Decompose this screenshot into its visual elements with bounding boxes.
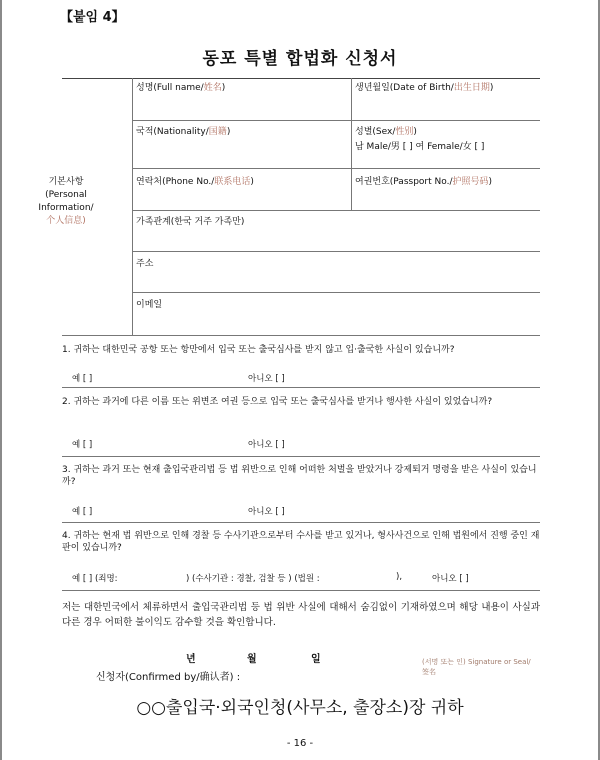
q1-no-checkbox[interactable]: 아니오 [ ] (248, 374, 285, 384)
pledge-statement: 저는 대한민국에서 체류하면서 출입국관리법 등 법 위반 사실에 대해서 숨김없이 기재하였으며 해당 내용이 사실과 다른 경우 어떠한 불이익도 감수할 것을 확인합니다. (62, 602, 540, 628)
applicant-signature-field[interactable]: 신청자(Confirmed by/确认者) : (96, 672, 241, 683)
field-name[interactable]: 성명(Full name/姓名) (136, 83, 226, 93)
question-divider (62, 387, 540, 388)
date-year[interactable]: 년 (186, 654, 196, 665)
field-sex[interactable]: 성별(Sex/性别) 남 Male/男 [ ] 여 Female/女 [ ] (355, 127, 485, 152)
table-top-border (62, 78, 540, 79)
q4-court-field-end: ), (396, 572, 403, 582)
field-dob[interactable]: 생년월일(Date of Birth/出生日期) (355, 83, 494, 93)
column-divider (132, 78, 133, 335)
row-divider (132, 251, 540, 252)
page-edge-left (0, 0, 2, 760)
q3-no-checkbox[interactable]: 아니오 [ ] (248, 507, 285, 517)
field-email[interactable]: 이메일 (136, 300, 163, 310)
field-address[interactable]: 주소 (136, 259, 154, 269)
attachment-label: 【붙임 4】 (60, 10, 125, 25)
field-phone[interactable]: 연락처(Phone No./联系电话) (136, 177, 254, 187)
question-2: 2. 귀하는 과거에 다른 이름 또는 위변조 여권 등으로 입국 또는 출국심사를 받거나 행사한 사실이 있었습니까? (62, 397, 493, 407)
question-divider (62, 522, 540, 523)
row-divider (132, 120, 540, 121)
field-family[interactable]: 가족관계(한국 거주 가족만) (136, 217, 245, 227)
section-label-basic-info: 기본사항 (Personal Information/ 个人信息) (38, 177, 94, 226)
question-1: 1. 귀하는 대한민국 공항 또는 항만에서 입국 또는 출국심사를 받지 않고 입·출국한 사실이 있습니까? (62, 345, 455, 355)
date-day[interactable]: 일 (311, 654, 321, 665)
form-title: 동포 특별 합법화 신청서 (202, 49, 398, 69)
field-nationality[interactable]: 국적(Nationality/国籍) (136, 127, 231, 137)
field-passport[interactable]: 여권번호(Passport No./护照号码) (355, 177, 493, 187)
sex-options[interactable]: 남 Male/男 [ ] 여 Female/女 [ ] (355, 142, 485, 152)
question-3: 3. 귀하는 과거 또는 현재 출입국관리법 등 법 위반으로 인해 어떠한 처벌을 받았거나 강제퇴거 명령을 받은 사실이 있습니까? (62, 465, 537, 487)
row-divider (132, 292, 540, 293)
q2-no-checkbox[interactable]: 아니오 [ ] (248, 440, 285, 450)
table-section-border (62, 335, 540, 336)
table-bottom-border (62, 590, 540, 591)
q2-yes-checkbox[interactable]: 예 [ ] (72, 440, 93, 450)
date-month[interactable]: 월 (247, 654, 257, 665)
column-divider (351, 78, 352, 210)
row-divider (132, 168, 540, 169)
question-4: 4. 귀하는 현재 법 위반으로 인해 경찰 등 수사기관으로부터 수사를 받고 있거나, 형사사건으로 인해 법원에서 진행 중인 재판이 있습니까? (62, 531, 540, 553)
q4-yes-checkbox[interactable]: 예 [ ] (죄명: (72, 574, 118, 584)
row-divider (132, 210, 540, 211)
office-addressee: ○○출입국·외국인청(사무소, 출장소)장 귀하 (136, 698, 464, 718)
page-number: - 16 - (286, 738, 314, 749)
signature-note: (서명 또는 인) Signature or Seal/签名 (422, 658, 531, 676)
q3-yes-checkbox[interactable]: 예 [ ] (72, 507, 93, 517)
q4-investigation-field[interactable]: ) (수사기관 : 경찰, 검찰 등 ) (법원 : (186, 574, 320, 584)
q1-yes-checkbox[interactable]: 예 [ ] (72, 374, 93, 384)
q4-no-checkbox[interactable]: 아니오 [ ] (432, 574, 469, 584)
question-divider (62, 456, 540, 457)
